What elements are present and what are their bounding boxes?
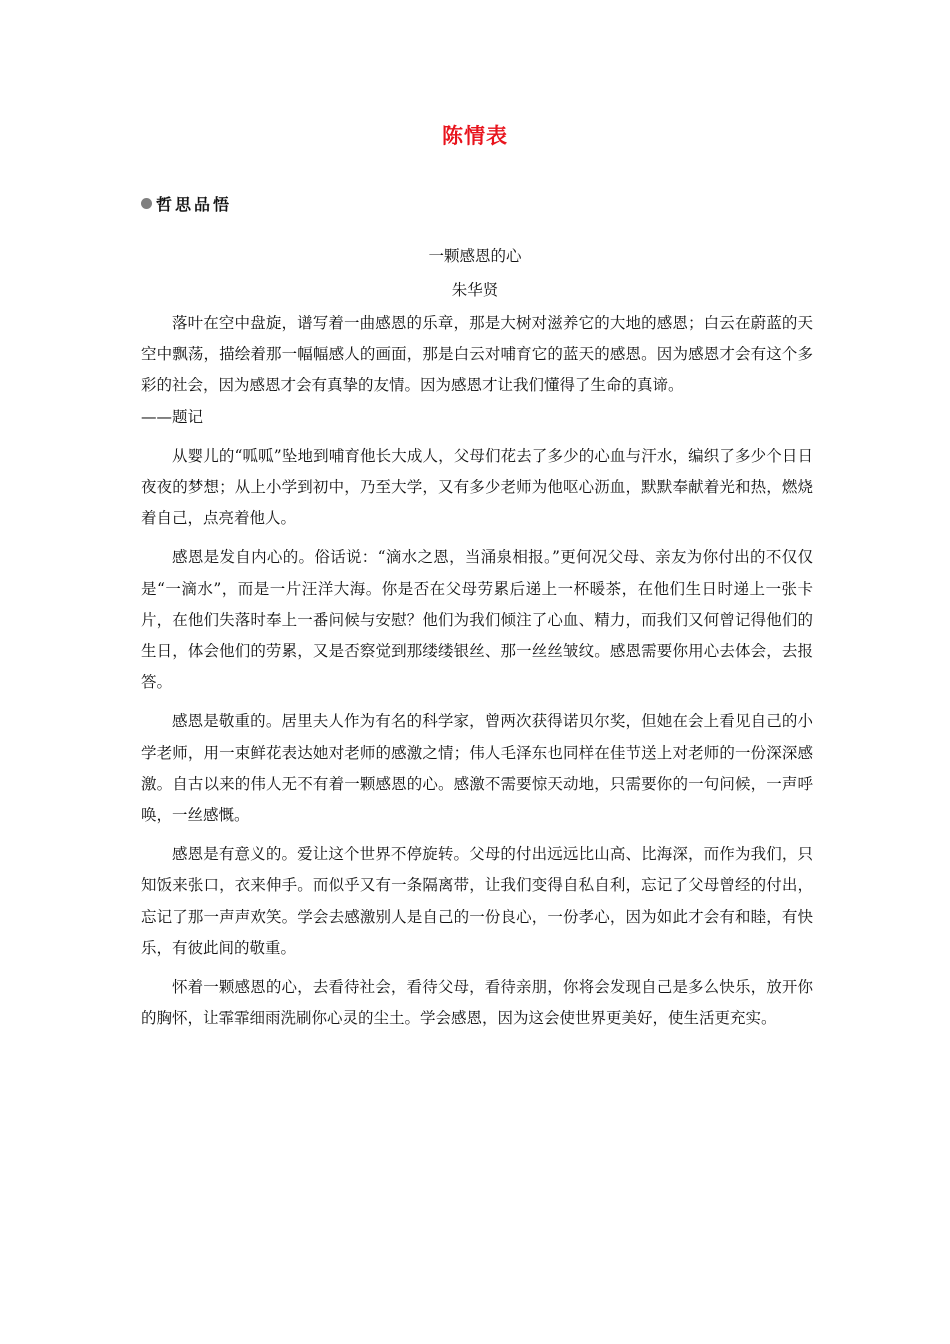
body-paragraph-1: 从婴儿的“呱呱”坠地到哺育他长大成人，父母们花去了多少的心血与汗水，编织了多少个日日夜夜的梦想；从上小学到初中，乃至大学，又有多少老师为他呕心沥血，默默奉献着光和热，燃烧着自己，点亮着他人。 (141, 446, 813, 528)
article-body (141, 308, 813, 1034)
epigraph-paragraph: 落叶在空中盘旋，谱写着一曲感恩的乐章，那是大树对滋养它的大地的感恩；白云在蔚蓝的天空中飘荡，描绘着那一幅幅感人的画面，那是白云对哺育它的蓝天的感恩。因为感恩才会有这个多彩的社会，因为感恩才会有真挚的友情。因为感恩才让我们懂得了生命的真谛。 (141, 314, 813, 395)
body-paragraph-5: 怀着一颗感恩的心，去看待社会，看待父母，看待亲朋，你将会发现自己是多么快乐，放开你的胸怀，让霏霏细雨洗刷你心灵的尘土。学会感恩，因为这会使世界更美好，使生活更充实。 (141, 978, 813, 1028)
body-paragraph-3: 感恩是敬重的。居里夫人作为有名的科学家，曾两次获得诺贝尔奖，但她在会上看见自己的小学老师，用一束鲜花表达她对老师的感激之情；伟人毛泽东也同样在佳节送上对老师的一份深深感激。自古以来的伟人无不有着一颗感恩的心。感激不需要惊天动地，只需要你的一句问候，一声呼唤，一丝感慨。 (141, 712, 813, 825)
body-paragraph-2: 感恩是发自内心的。俗话说：“滴水之恩，当涌泉相报。”更何况父母、亲友为你付出的不仅仅是“一滴水”，而是一片汪洋大海。你是否在父母劳累后递上一杯暖茶，在他们生日时递上一张卡片，在他们失落时奉上一番问候与安慰？他们为我们倾注了心血、精力，而我们又何曾记得他们的生日，体会他们的劳累，又是否察觉到那缕缕银丝、那一丝丝皱纹。感恩需要你用心去体会，去报答。 (141, 548, 813, 692)
bullet-dot-icon (141, 198, 152, 209)
section-heading (141, 192, 232, 215)
document-title: 陈情表 (442, 124, 508, 148)
body-paragraph-4: 感恩是有意义的。爱让这个世界不停旋转。父母的付出远远比山高、比海深，而作为我们，只知饭来张口，衣来伸手。而似乎又有一条隔离带，让我们变得自私自利，忘记了父母曾经的付出，忘记了那一声声欢笑。学会去感激别人是自己的一份良心，一份孝心，因为如此才会有和睦，有快乐，有彼此间的敬重。 (141, 845, 813, 957)
article-author: 朱华贤 (451, 281, 499, 299)
article-title: 一颗感恩的心 (428, 247, 522, 265)
epigraph-note: ——题记 (141, 407, 204, 426)
section-heading-label: 哲思品悟 (156, 195, 233, 214)
